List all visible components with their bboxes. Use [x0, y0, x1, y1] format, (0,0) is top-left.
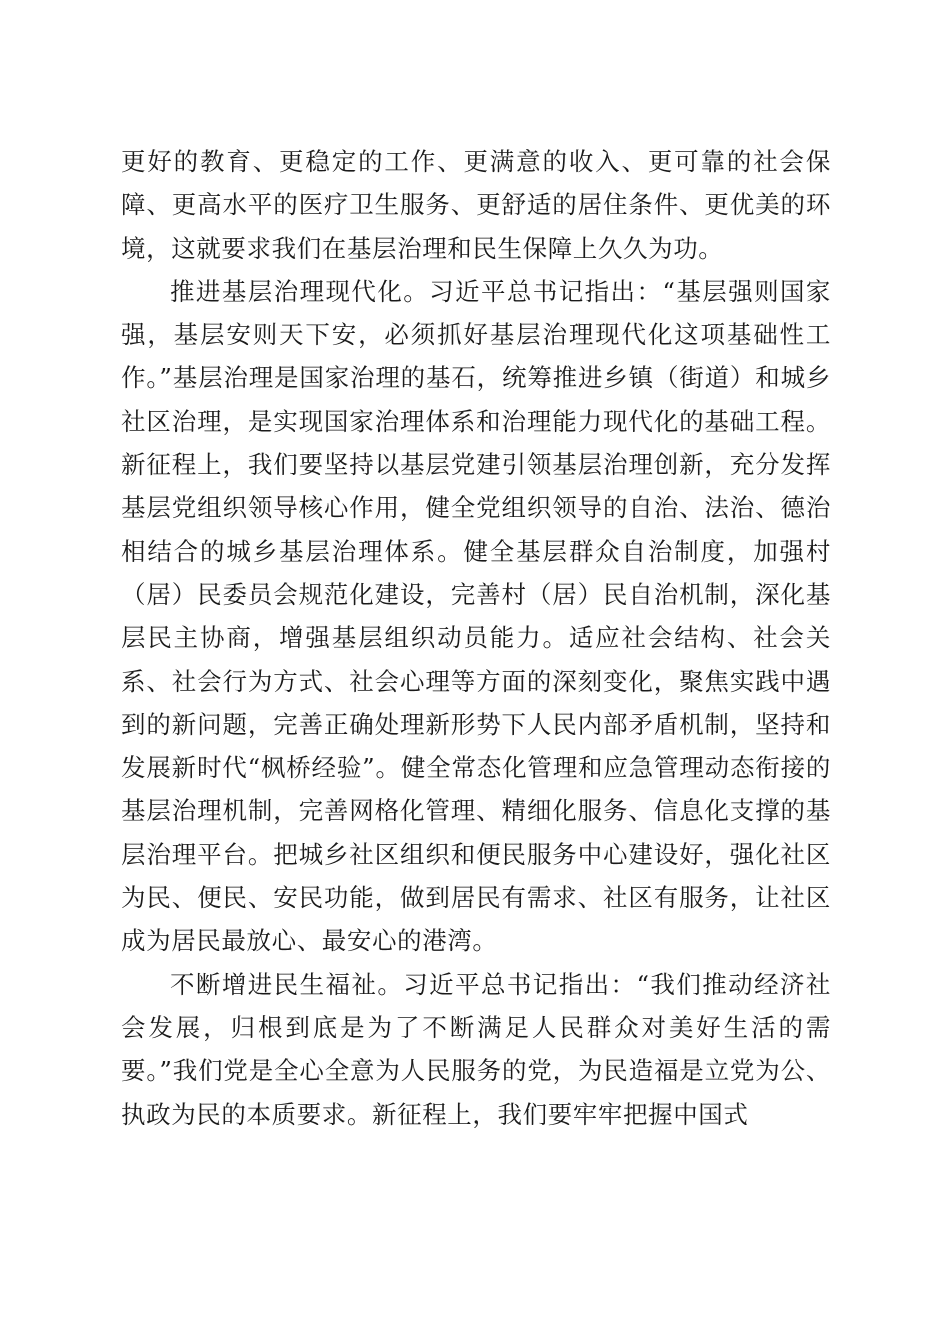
paragraph-grassroots-governance: 推进基层治理现代化。习近平总书记指出：“基层强则国家强，基层安则天下安，必须抓好基层治理现代化这项基础性工作。”基层治理是国家治理的基石，统筹推进乡镇（街道）和城乡社区治理，是实现国家治理体系和治理能力现代化的基础工程。新征程上，我们要坚持以基层党建引领基层治理创新，充分发挥基层党组织领导核心作用，健全党组织领导的自治、法治、德治相结合的城乡基层治理体系。健全基层群众自治制度，加强村（居）民委员会规范化建设，完善村（居）民自治机制，深化基层民主协商，增强基层组织动员能力。适应社会结构、社会关系、社会行为方式、社会心理等方面的深刻变化，聚焦实践中遇到的新问题，完善正确处理新形势下人民内部矛盾机制，坚持和发展新时代“枫桥经验”。健全常态化管理和应急管理动态衔接的基层治理机制，完善网格化管理、精细化服务、信息化支撑的基层治理平台。把城乡社区组织和便民服务中心建设好，强化社区为民、便民、安民功能，做到居民有需求、社区有服务，让社区成为居民最放心、最安心的港湾。: [121, 276, 832, 956]
paragraph-continuation: 更好的教育、更稳定的工作、更满意的收入、更可靠的社会保障、更高水平的医疗卫生服务、更舒适的居住条件、更优美的环境，这就要求我们在基层治理和民生保障上久久为功。: [121, 147, 831, 263]
paragraph-livelihood-wellbeing: 不断增进民生福祉。习近平总书记指出：“我们推动经济社会发展，归根到底是为了不断满足人民群众对美好生活的需要。”我们党是全心全意为人民服务的党，为民造福是立党为公、执政为民的本质要求。新征程上，我们要牢牢把握中国式: [121, 969, 832, 1129]
body-text: [121, 140, 831, 1136]
